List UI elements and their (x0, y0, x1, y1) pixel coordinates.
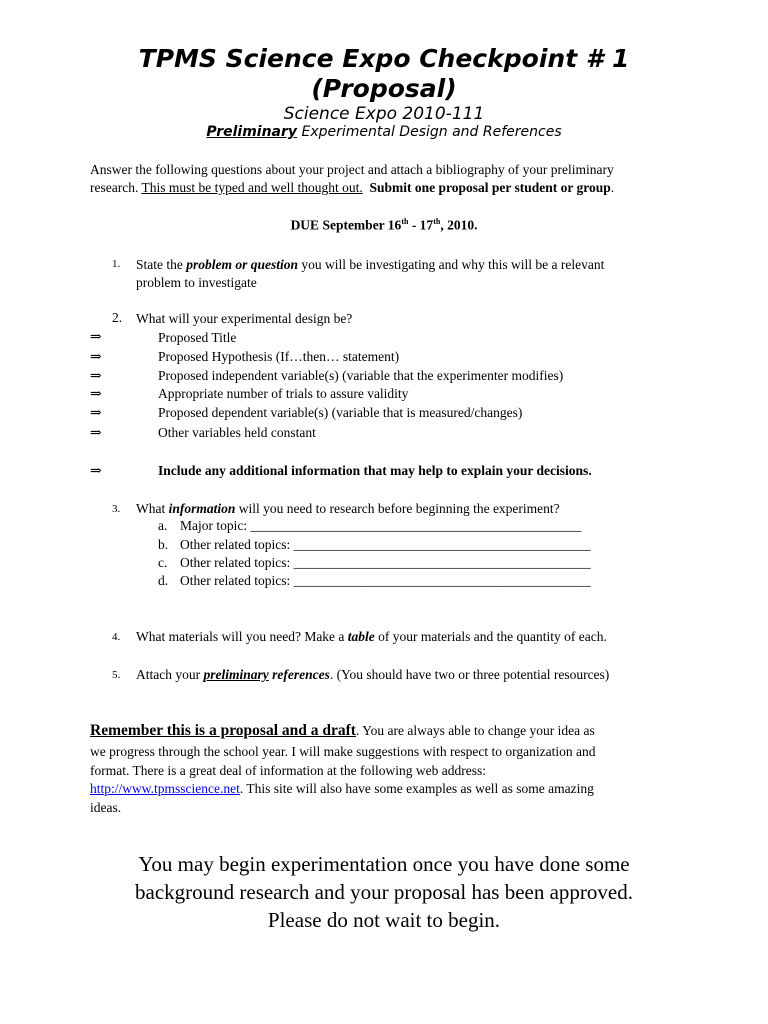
page-title-line2: (Proposal) (311, 74, 457, 103)
design-extra-info: Include any additional information that may help to explain your decisions. (158, 463, 592, 478)
q3-sub-c-letter: c. (158, 555, 168, 570)
arrow-icon: ⇒ (90, 387, 102, 402)
due-a: DUE September 16 (290, 217, 402, 233)
due-b: - 17 (408, 217, 434, 233)
design-item-independent: Proposed independent variable(s) (variable that the experimenter modifies) (158, 368, 564, 383)
remember-line-4-rest: . This site will also have some examples as well as some amazing (239, 781, 594, 796)
question-2-text: What will your experimental design be? (136, 311, 353, 326)
remember-line-2: we progress through the school year. I will make suggestions with respect to organization and (90, 744, 596, 759)
due-c: , 2010. (440, 217, 478, 233)
q3-sub-a-text: Major topic: _________________________________________________ (180, 518, 582, 533)
q3-sub-a-letter: a. (158, 518, 168, 533)
q3-sub-b-text: Other related topics: ____________________________________________ (180, 537, 591, 552)
closing-line-2: background research and your proposal has been approved. (135, 880, 633, 904)
q4-a: What materials will you need? Make a (136, 629, 348, 644)
q1-emphasis: problem or question (186, 257, 299, 272)
intro-end: . (610, 180, 615, 195)
q3-sub-c-text: Other related topics: ____________________________________________ (180, 555, 591, 570)
page-tagline (0, 124, 768, 140)
website-link[interactable]: http://www.tpmsscience.net (90, 781, 240, 796)
q3-sub-d-letter: d. (158, 573, 169, 588)
q5-emphasis: preliminary (203, 667, 269, 682)
q3-sub-b-letter: b. (158, 537, 169, 552)
arrow-icon: ⇒ (90, 464, 102, 479)
arrow-icon: ⇒ (90, 426, 102, 441)
question-5-number: 5. (112, 669, 121, 681)
intro-bold: Submit one proposal per student or group (369, 180, 611, 195)
remember-line-3: format. There is a great deal of information at the following web address: (90, 763, 486, 778)
q5-emphasis-2: references (268, 667, 330, 682)
closing-line-3: Please do not wait to begin. (267, 908, 501, 932)
q1-a: State the (136, 257, 187, 272)
intro-underlined: This must be typed and well thought out. (141, 180, 363, 195)
due-date (0, 217, 768, 234)
closing-line-1: You may begin experimentation once you have done some (138, 852, 630, 876)
intro-text: research. (90, 180, 142, 195)
q3-a: What (136, 501, 169, 516)
page-subtitle: Science Expo 2010-111 (283, 104, 485, 124)
q4-b: of your materials and the quantity of each. (374, 629, 607, 644)
question-4-text (136, 628, 607, 646)
q1-b: you will be investigating and why this will be a relevant (298, 257, 605, 272)
remember-a: . You are always able to change your idea as (355, 723, 595, 738)
remember-bold: Remember this is a proposal and a draft (90, 722, 356, 739)
q4-emphasis: table (347, 629, 375, 644)
tagline-emphasis: Preliminary (206, 124, 298, 140)
remember-line-4 (90, 780, 594, 798)
q5-b: . (You should have two or three potential resources) (329, 667, 610, 682)
design-item-title: Proposed Title (158, 330, 237, 345)
tagline-rest: Experimental Design and References (297, 124, 562, 140)
intro-line-2 (90, 179, 614, 197)
due-sup1: th (401, 217, 409, 226)
arrow-icon: ⇒ (90, 369, 102, 384)
arrow-icon: ⇒ (90, 350, 102, 365)
arrow-icon: ⇒ (90, 330, 102, 345)
q3-b: will you need to research before beginning the experiment? (235, 501, 560, 516)
arrow-icon: ⇒ (90, 406, 102, 421)
question-2-number: 2. (112, 310, 123, 325)
q3-emphasis: information (168, 501, 236, 516)
question-1-line2: problem to investigate (136, 275, 257, 290)
remember-line-1 (90, 722, 595, 740)
design-item-dependent: Proposed dependent variable(s) (variable that is measured/changes) (158, 405, 523, 420)
design-item-trials: Appropriate number of trials to assure validity (158, 386, 409, 401)
question-5-text (136, 666, 609, 684)
due-sup2: th (433, 217, 441, 226)
question-3-text (136, 500, 560, 518)
remember-line-5: ideas. (90, 800, 122, 815)
question-3-number: 3. (112, 503, 121, 515)
intro-line-1: Answer the following questions about your project and attach a bibliography of your preliminary (90, 162, 614, 177)
design-item-constants: Other variables held constant (158, 425, 316, 440)
page-title-line1: TPMS Science Expo Checkpoint # 1 (138, 44, 630, 73)
q5-a: Attach your (136, 667, 204, 682)
question-1-number: 1. (112, 258, 121, 270)
question-4-number: 4. (112, 631, 121, 643)
design-item-hypothesis: Proposed Hypothesis (If…then… statement) (158, 349, 400, 364)
q3-sub-d-text: Other related topics: ____________________________________________ (180, 573, 591, 588)
question-1-line1 (136, 256, 604, 274)
